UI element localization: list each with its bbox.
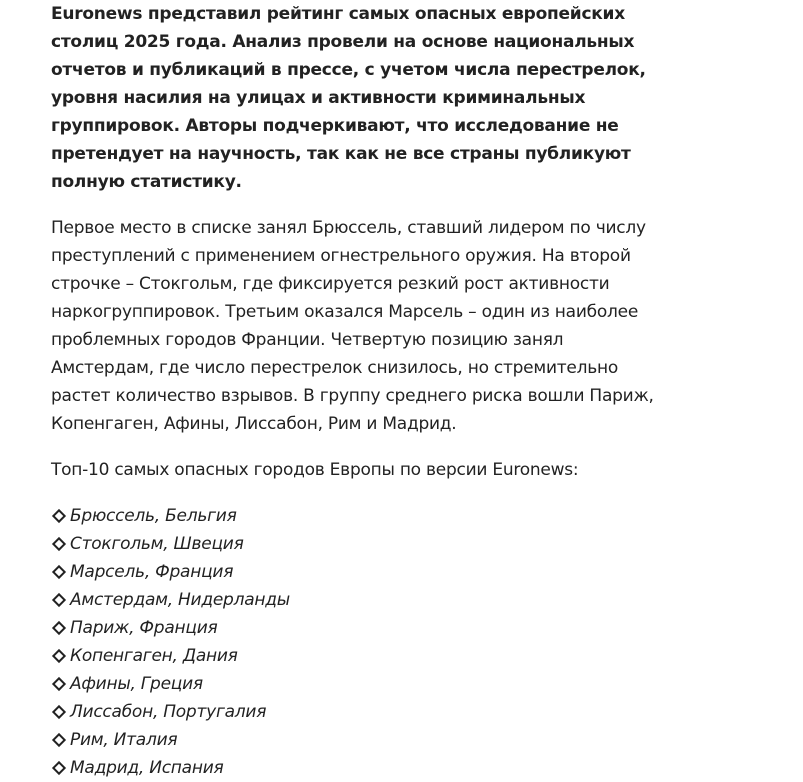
list-item-label: Афины, Греция (70, 674, 203, 694)
list-item-label: Марсель, Франция (70, 562, 234, 582)
list-item-label: Лиссабон, Португалия (70, 702, 267, 722)
list-item (51, 698, 661, 726)
city-list (51, 502, 661, 782)
diamond-bullet-icon (52, 761, 66, 775)
diamond-bullet-icon (52, 705, 66, 719)
diamond-bullet-icon (52, 537, 66, 551)
body-paragraph: Первое место в списке занял Брюссель, ставший лидером по числу преступлений с применением огнестрельного оружия. На второй строчке – Стокгольм, где фиксируется резкий рост активности наркогруппировок. Третьим оказался Марсель – один из наиболее проблемных городов Франции. Четвертую позицию занял Амстердам, где число перестрелок снизилось, но стремительно растет количество взрывов. В группу среднего риска вошли Париж, Копенгаген, Афины, Лиссабон, Рим и Мадрид. (51, 218, 654, 434)
list-item (51, 502, 661, 530)
diamond-bullet-icon (52, 649, 66, 663)
list-item-label: Копенгаген, Дания (70, 646, 238, 666)
diamond-bullet-icon (52, 621, 66, 635)
list-item-label: Брюссель, Бельгия (70, 506, 237, 526)
list-item-label: Мадрид, Испания (70, 758, 224, 778)
diamond-bullet-icon (52, 565, 66, 579)
list-item-label: Амстердам, Нидерланды (70, 590, 290, 610)
list-item (51, 726, 661, 754)
list-item (51, 530, 661, 558)
list-item (51, 670, 661, 698)
list-item (51, 642, 661, 670)
diamond-bullet-icon (52, 677, 66, 691)
list-title: Топ-10 самых опасных городов Европы по версии Euronews: (51, 460, 579, 480)
diamond-bullet-icon (52, 733, 66, 747)
lead-paragraph: Euronews представил рейтинг самых опасных европейских столиц 2025 года. Анализ провели на основе национальных отчетов и публикаций в прессе, с учетом числа перестрелок, уровня насилия на улицах и активности криминальных группировок. Авторы подчеркивают, что исследование не претендует на научность, так как не все страны публикуют полную статистику. (51, 4, 646, 192)
article (51, 0, 661, 782)
list-item (51, 558, 661, 586)
diamond-bullet-icon (52, 509, 66, 523)
list-item (51, 614, 661, 642)
list-item-label: Париж, Франция (70, 618, 218, 638)
list-item-label: Стокгольм, Швеция (70, 534, 244, 554)
list-item (51, 586, 661, 614)
diamond-bullet-icon (52, 593, 66, 607)
list-item-label: Рим, Италия (70, 730, 178, 750)
list-item (51, 754, 661, 782)
